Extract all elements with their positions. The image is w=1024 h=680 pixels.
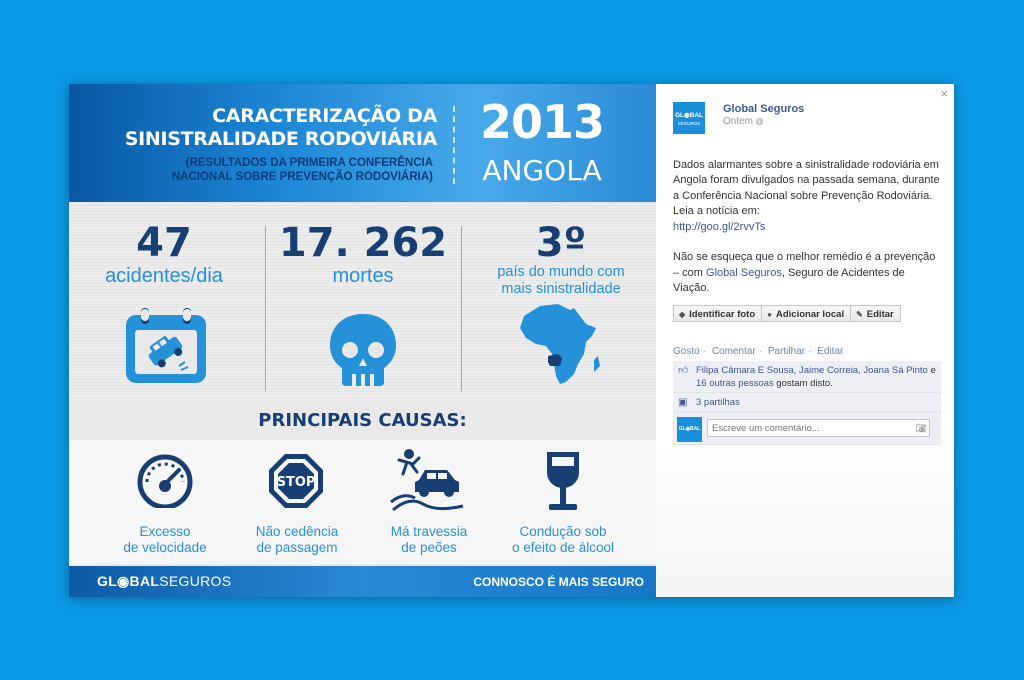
causes-section	[69, 440, 656, 564]
tag-icon: ◆	[679, 310, 686, 319]
location-pin-icon: ●	[767, 310, 772, 319]
calendar-car-icon	[123, 306, 209, 386]
edit-label: Editar	[866, 309, 894, 320]
commenter-avatar: GL◉BAL	[677, 417, 702, 442]
infographic-footer	[69, 566, 656, 597]
comment-input[interactable]	[707, 419, 930, 437]
cause-label-line-2: de velocidade	[123, 540, 207, 555]
stat-label-line-1: país do mundo com	[497, 264, 625, 280]
share-icon: ▣	[678, 397, 688, 408]
post-text-2: Não se esqueça que o melhor remédio é a prevenção – com	[673, 251, 936, 279]
stats-section	[69, 202, 656, 400]
page-mention-link[interactable]: Global Seguros	[706, 266, 782, 279]
add-location-button[interactable]	[762, 305, 851, 322]
post-text-body: Dados alarmantes sobre a sinistralidade rodoviária em Angola foram divulgados na passada semana, durante a Conferência Nacional sobre Prevenção Rodoviária. Leia a notícia em:	[673, 159, 940, 218]
subtitle-line-2: NACIONAL SOBRE PREVENÇÃO RODOVIÁRIA)	[171, 171, 433, 183]
cause-label-line-2: de passagem	[256, 540, 338, 555]
cause-label-line-1: Condução sob	[519, 524, 607, 539]
post-link[interactable]: http://goo.gl/2rvvTs	[673, 220, 766, 233]
pedestrian-hit-icon	[389, 446, 467, 514]
post-time[interactable]	[723, 116, 764, 127]
wine-glass-icon	[543, 450, 583, 512]
infographic-header	[69, 84, 656, 202]
post-actions: Gosto · Comentar · Partilhar · Editar	[673, 346, 844, 357]
global-seguros-logo	[97, 573, 231, 590]
tag-photo-button[interactable]	[673, 305, 762, 322]
skull-icon	[328, 312, 398, 388]
shares-row[interactable]	[673, 393, 941, 413]
cause-label-line-2: o efeito de álcool	[511, 540, 615, 555]
cause-label-line-2: de peões	[401, 540, 457, 555]
speedometer-icon	[137, 452, 193, 508]
comment-row	[673, 413, 941, 445]
post-panel	[656, 84, 954, 597]
cause-label-line-1: Excesso	[139, 524, 191, 539]
edit-link[interactable]: Editar	[817, 346, 844, 357]
subtitle-line-1: (RESULTADOS DA PRIMEIRA CONFERÊNCIA	[185, 157, 433, 169]
shares-count: 3 partilhas	[696, 397, 740, 408]
edit-button[interactable]	[851, 305, 901, 322]
thumbs-up-icon: 👍︎	[678, 365, 689, 376]
post-time-text: Ontem	[723, 116, 754, 127]
stat-number: 3º	[535, 220, 587, 266]
globe-icon: ◍	[755, 116, 764, 126]
stat-divider	[461, 226, 462, 391]
logo-light: SEGUROS	[159, 573, 232, 589]
tag-photo-label: Identificar foto	[689, 309, 756, 320]
comment-link[interactable]: Comentar	[711, 346, 756, 357]
africa-map-icon	[518, 302, 608, 392]
causes-title: PRINCIPAIS CAUSAS:	[258, 410, 467, 431]
title-line-2: SINISTRALIDADE RODOVIÁRIA	[124, 128, 437, 150]
likes-connector: e	[927, 365, 936, 376]
stat-label	[466, 264, 656, 298]
stat-label: mortes	[332, 265, 394, 287]
stat-number: 17. 262	[278, 220, 448, 266]
cause-label	[359, 524, 499, 556]
infographic-title	[99, 105, 437, 151]
cause-label	[227, 524, 367, 556]
infographic-year: 2013	[479, 95, 605, 149]
feedback-box	[673, 361, 941, 445]
logo-bold: GL◉BAL	[97, 573, 160, 589]
likers-link[interactable]: Filipa Câmara E Sousa, Jaime Correia, Joana Sá Pinto	[696, 365, 928, 376]
likes-row	[673, 361, 941, 393]
camera-icon[interactable]: 📷︎	[915, 423, 927, 433]
avatar-line-2: SEGUROS	[677, 121, 701, 126]
photo-lightbox	[69, 84, 954, 597]
avatar-line-1: GL◉BAL	[674, 112, 704, 119]
stat-divider	[265, 226, 266, 391]
header-divider	[453, 106, 455, 184]
likes-suffix: gostam disto.	[773, 377, 833, 389]
photo-actions	[673, 305, 901, 322]
stat-label-line-2: mais sinistralidade	[501, 281, 621, 297]
footer-slogan: CONNOSCO É MAIS SEGURO	[473, 575, 644, 589]
pencil-icon: ✎	[856, 310, 863, 319]
like-link[interactable]: Gosto	[673, 346, 700, 357]
title-line-1: CARACTERIZAÇÃO DA	[212, 105, 437, 127]
add-location-label: Adicionar local	[775, 309, 845, 320]
infographic-image[interactable]	[69, 84, 656, 597]
stop-sign-icon	[267, 452, 325, 510]
post-text-3: , Seguro de Acidentes de Viação.	[673, 266, 905, 295]
cause-label	[95, 524, 235, 556]
other-likers-link[interactable]: 16 outras pessoas	[696, 377, 774, 389]
post-text	[673, 158, 941, 297]
share-link[interactable]: Partilhar	[767, 346, 806, 357]
stat-number: 47	[136, 220, 192, 266]
cause-label	[493, 524, 633, 556]
infographic-country: ANGOLA	[482, 154, 602, 187]
page-avatar[interactable]	[673, 102, 705, 134]
cause-label-line-1: Não cedência	[255, 524, 339, 539]
infographic-subtitle	[109, 156, 433, 184]
stat-label: acidentes/dia	[105, 265, 223, 287]
page-name[interactable]: Global Seguros	[723, 103, 805, 115]
cause-label-line-1: Má travessia	[390, 524, 468, 539]
svg-text:STOP: STOP	[276, 475, 316, 490]
close-icon[interactable]: ×	[940, 86, 948, 101]
